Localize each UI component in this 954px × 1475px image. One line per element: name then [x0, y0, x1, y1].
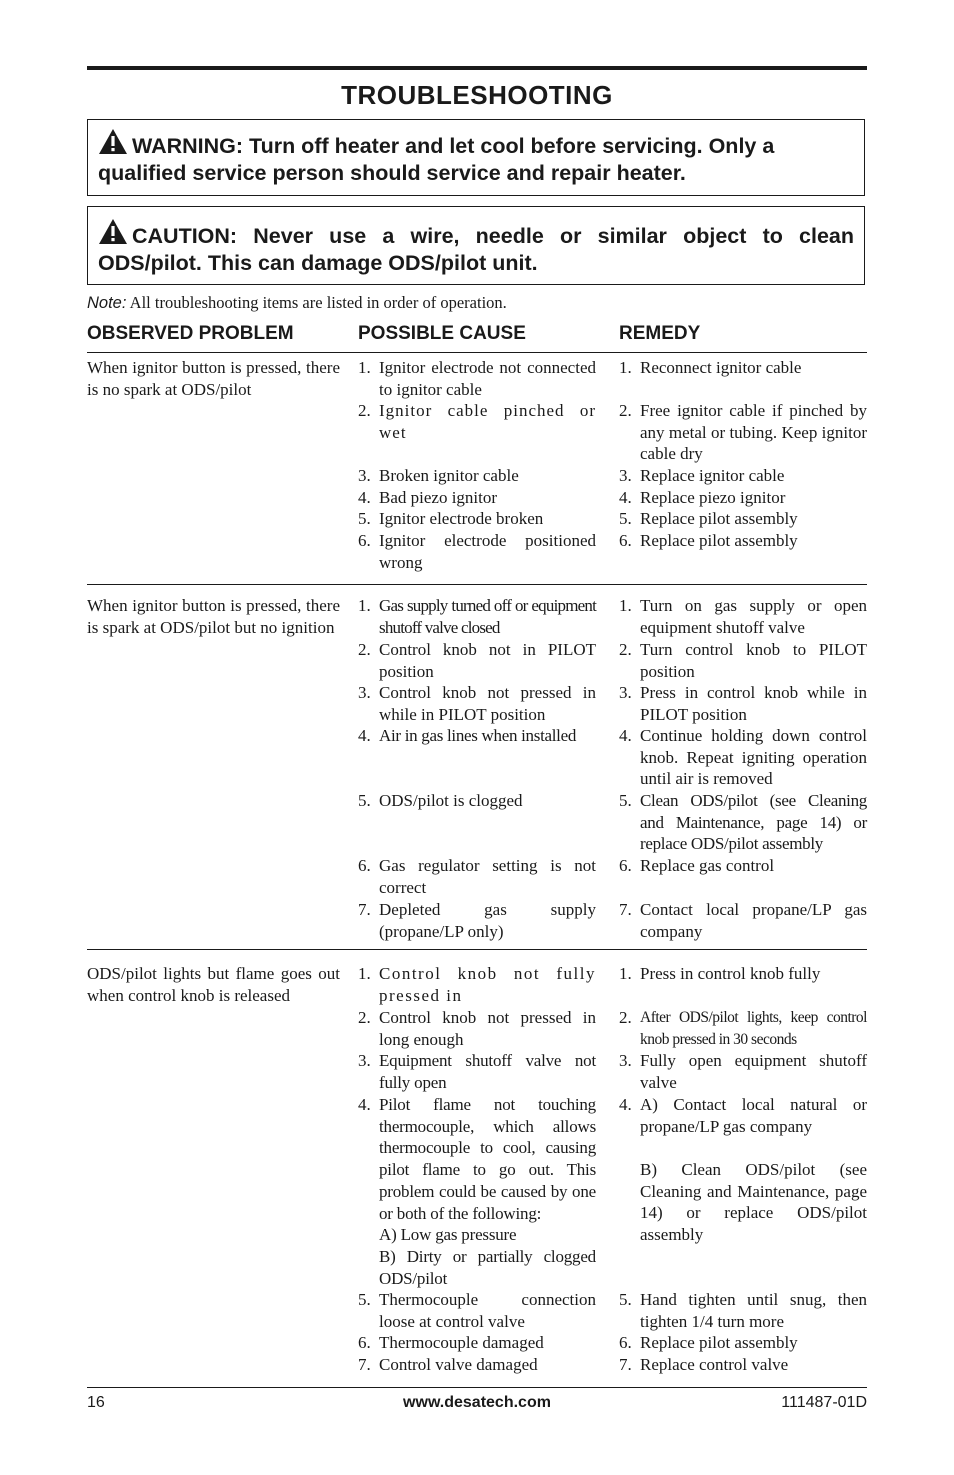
remedy-item: 4. Continue holding down control knob. Repeat igniting operation until air is removed — [619, 726, 867, 789]
cause-item: 6. Ignitor electrode positioned wrong — [358, 531, 596, 572]
problem-1: When ignitor button is pressed, there is no spark at ODS/pilot — [87, 358, 340, 399]
caution-text: CAUTION: Never use a wire, needle or similar object to clean ODS/pilot. This can damage ODS/pilot unit. — [98, 224, 854, 275]
cause-item: 1. Control knob not fully pressed in — [358, 964, 596, 1005]
remedy-item: 5. Hand tighten until snug, then tighten 1/4 turn more — [619, 1290, 867, 1331]
remedy-item: B) Clean ODS/pilot (see Cleaning and Maintenance, page 14) or replace ODS/pilot assembly — [640, 1160, 867, 1245]
column-header-problem: OBSERVED PROBLEM — [87, 323, 294, 344]
remedy-item: 3. Fully open equipment shutoff valve — [619, 1051, 867, 1092]
remedy-item: 2. After ODS/pilot lights, keep control knob pressed in 30 seconds — [619, 1008, 867, 1048]
remedy-item: 2. Free ignitor cable if pinched by any metal or tubing. Keep ignitor cable dry — [619, 401, 867, 464]
remedy-item: 1. Reconnect ignitor cable — [619, 358, 802, 377]
cause-item: 5. Ignitor electrode broken — [358, 509, 544, 528]
remedy-item: 3. Replace ignitor cable — [619, 466, 785, 485]
cause-item: 3. Broken ignitor cable — [358, 466, 519, 485]
cause-item: 3. Equipment shutoff valve not fully open — [358, 1051, 596, 1092]
column-header-cause: POSSIBLE CAUSE — [358, 323, 526, 344]
cause-item: 4. Air in gas lines when installed — [358, 726, 577, 745]
top-rule — [87, 66, 867, 70]
note-text: All troubleshooting items are listed in order of operation. — [126, 293, 507, 312]
cause-item: 3. Control knob not pressed in while in PILOT position — [358, 683, 596, 724]
problem-3: ODS/pilot lights but flame goes out when control knob is released — [87, 964, 340, 1005]
footer-rule — [87, 1387, 867, 1388]
cause-item: 2. Control knob not in PILOT position — [358, 640, 596, 681]
cause-item: 7. Control valve damaged — [358, 1355, 538, 1374]
problem-2: When ignitor button is pressed, there is spark at ODS/pilot but no ignition — [87, 596, 340, 637]
cause-item: 1. Ignitor electrode not connected to ignitor cable — [358, 358, 596, 399]
cause-item: 5. ODS/pilot is clogged — [358, 791, 523, 810]
cause-item: 5. Thermocouple connection loose at control valve — [358, 1290, 596, 1331]
cause-item: 6. Thermocouple damaged — [358, 1333, 544, 1352]
warning-icon — [98, 128, 128, 155]
note — [87, 293, 507, 313]
website-link[interactable]: www.desatech.com — [403, 1394, 551, 1411]
remedy-item: 6. Replace gas control — [619, 856, 775, 875]
page-number: 16 — [87, 1394, 105, 1411]
remedy-item: 7. Replace control valve — [619, 1355, 789, 1374]
caution-box — [87, 206, 865, 285]
cause-item: 2. Control knob not pressed in long enough — [358, 1008, 596, 1049]
remedy-item: 4. A) Contact local natural or propane/LP gas company — [619, 1095, 867, 1136]
cause-item: 4. Pilot flame not touching thermocouple, which allows thermocouple to cool, causing pilot flame to go out. This problem could be caused by one or both of the following: A) Low gas pressure B) Dirty or partially clogged ODS/pilot — [358, 1095, 596, 1288]
cause-item: 2. Ignitor cable pinched or wet — [358, 401, 596, 442]
caution-icon — [98, 218, 128, 245]
note-lead: Note: — [87, 294, 127, 312]
remedy-item: 1. Turn on gas supply or open equipment shutoff valve — [619, 596, 867, 637]
header-divider — [87, 352, 867, 353]
warning-text: WARNING: Turn off heater and let cool before servicing. Only a qualified service person should service and repair heater. — [98, 134, 775, 185]
row-divider — [87, 949, 867, 950]
remedy-item: 6. Replace pilot assembly — [619, 1333, 798, 1352]
warning-box — [87, 119, 865, 196]
page-title: TROUBLESHOOTING — [341, 80, 613, 110]
cause-item: 4. Bad piezo ignitor — [358, 488, 498, 507]
cause-item: 1. Gas supply turned off or equipment shutoff valve closed — [358, 596, 596, 637]
remedy-item: 7. Contact local propane/LP gas company — [619, 900, 867, 941]
column-header-remedy: REMEDY — [619, 323, 701, 344]
document-code: 111487-01D — [781, 1394, 867, 1411]
remedy-item: 3. Press in control knob while in PILOT position — [619, 683, 867, 724]
remedy-item: 2. Turn control knob to PILOT position — [619, 640, 867, 681]
remedy-item: 6. Replace pilot assembly — [619, 531, 798, 550]
cause-item: 6. Gas regulator setting is not correct — [358, 856, 596, 897]
remedy-item: 5. Replace pilot assembly — [619, 509, 798, 528]
row-divider — [87, 584, 867, 585]
remedy-item: 4. Replace piezo ignitor — [619, 488, 786, 507]
remedy-item: 5. Clean ODS/pilot (see Cleaning and Maintenance, page 14) or replace ODS/pilot assembly — [619, 791, 867, 854]
remedy-item: 1. Press in control knob fully — [619, 964, 821, 983]
cause-item: 7. Depleted gas supply (propane/LP only) — [358, 900, 596, 941]
